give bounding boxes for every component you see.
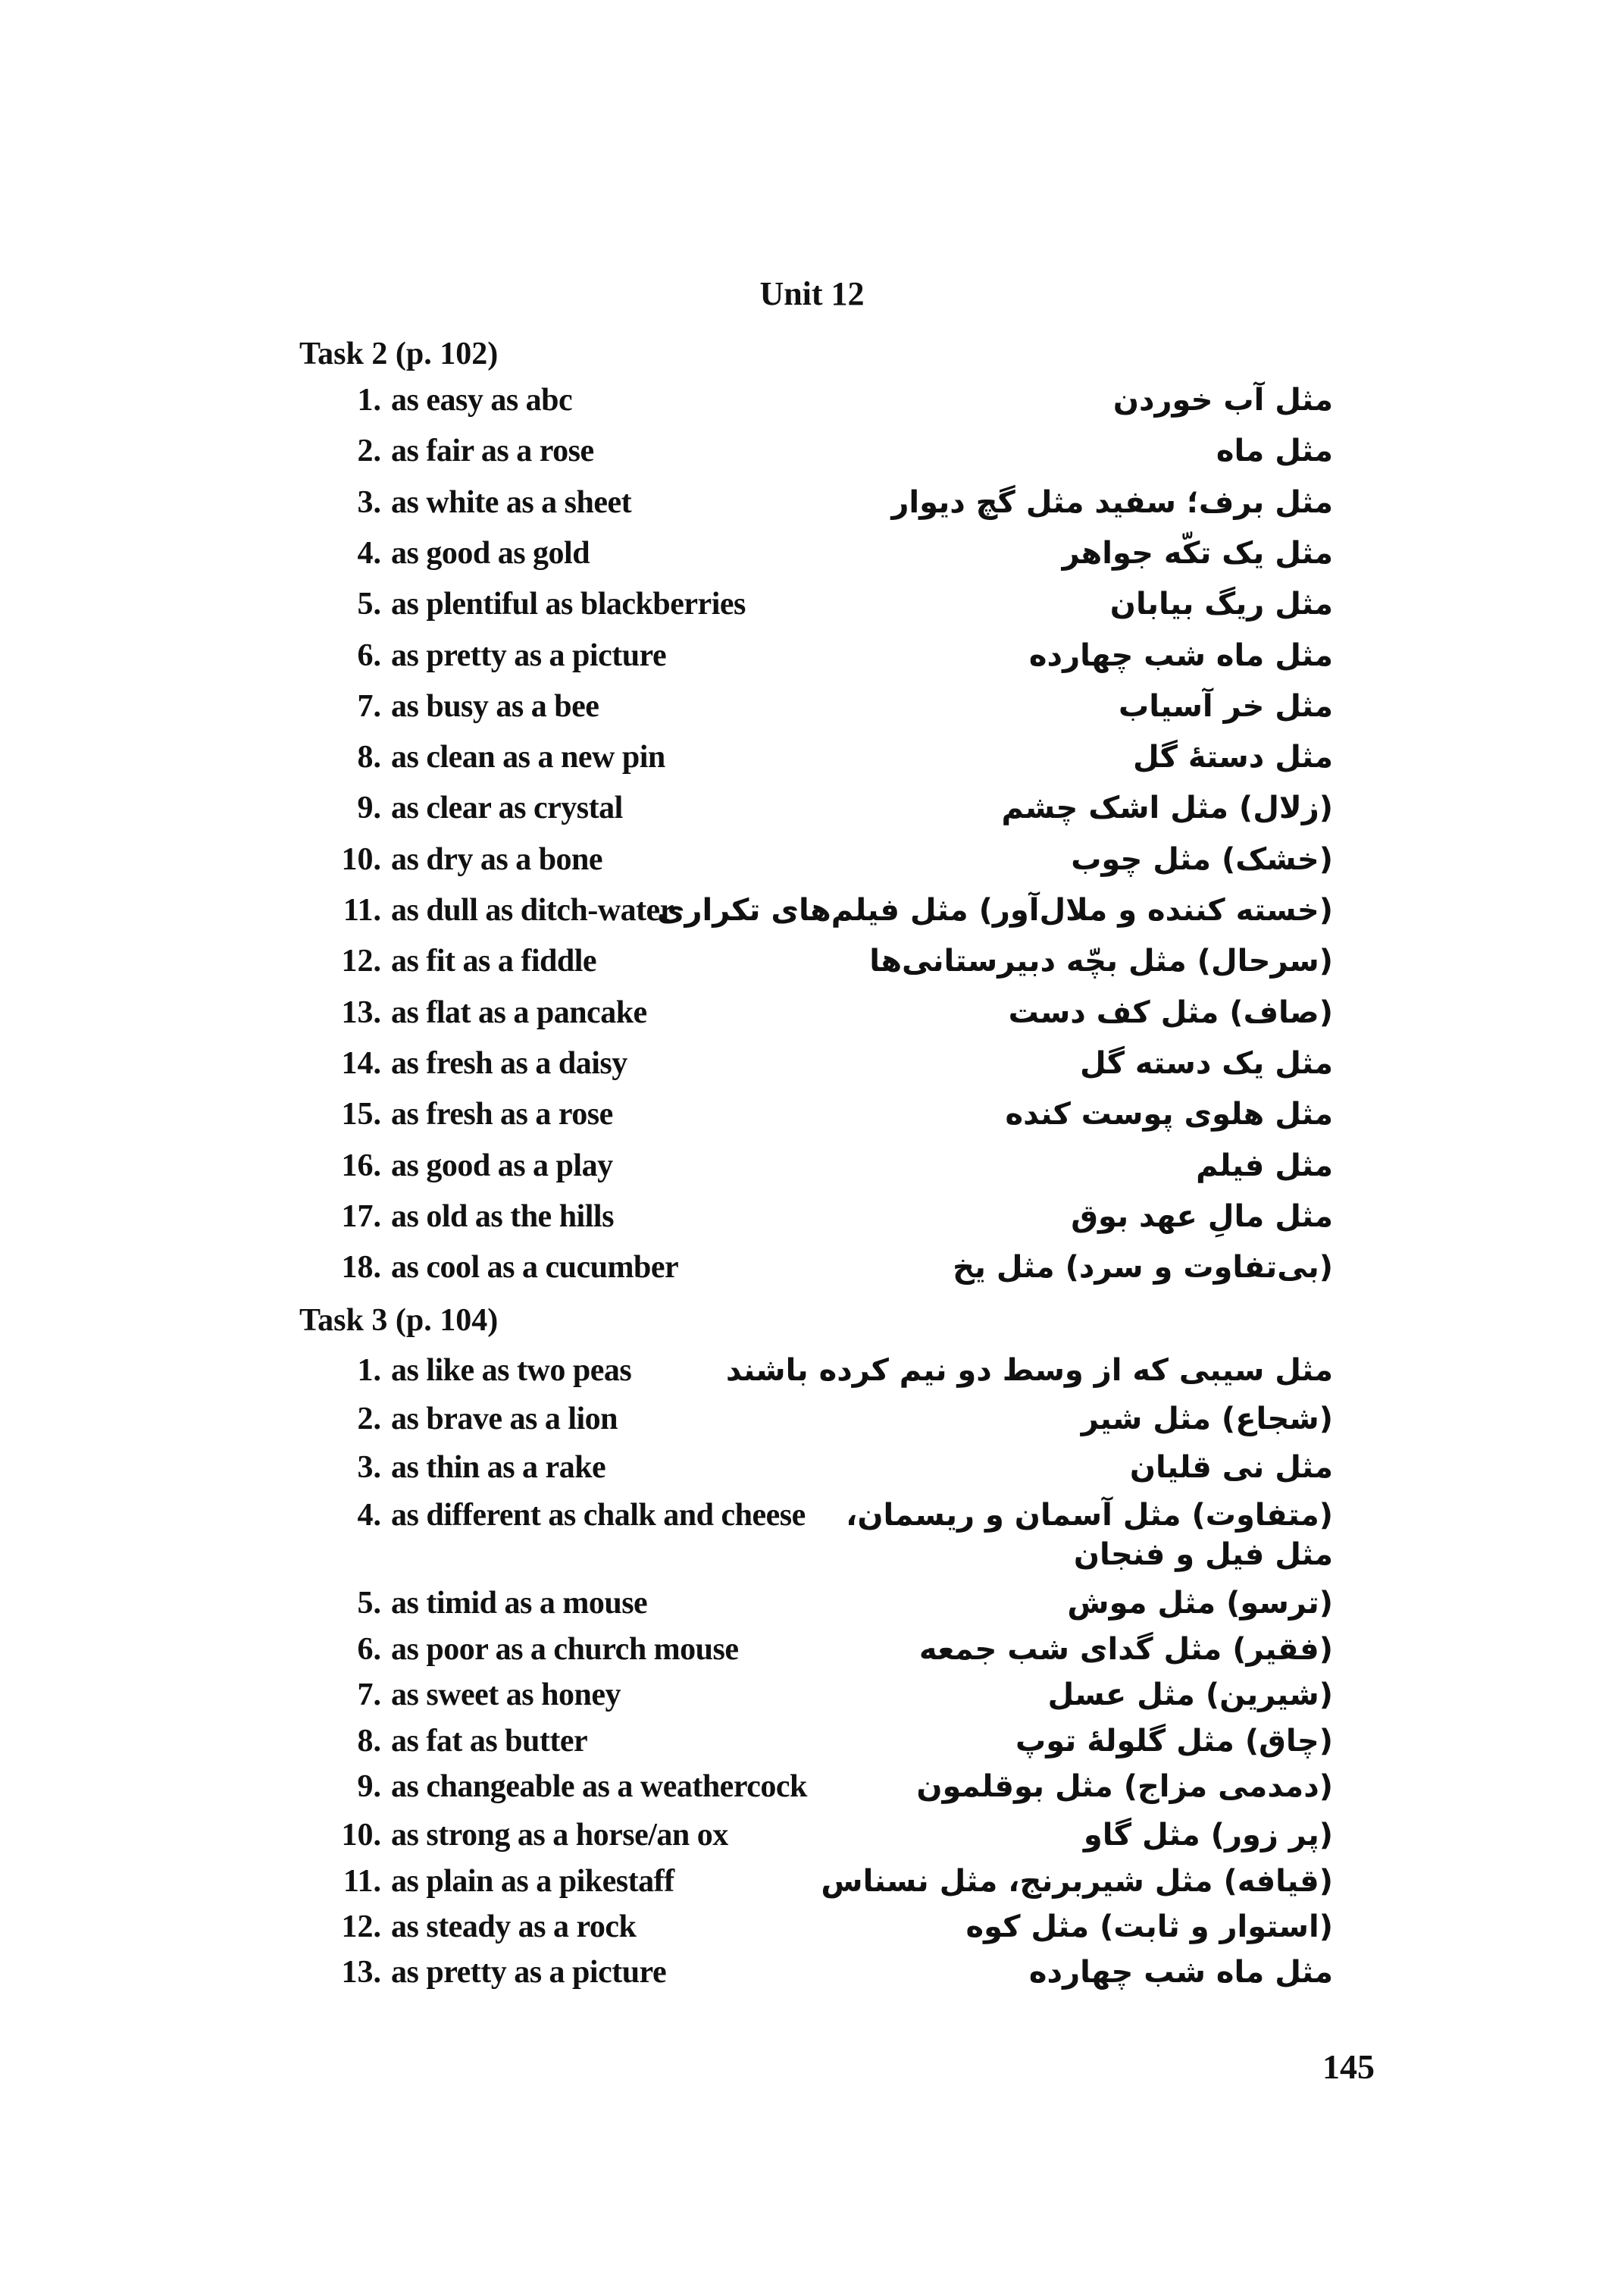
persian-translation: مثل نی قلیان <box>1129 1450 1333 1485</box>
persian-translation: (ترسو) مثل موش <box>1067 1586 1333 1621</box>
persian-translation: (شیرین) مثل عسل <box>1047 1677 1333 1712</box>
english-phrase: as fresh as a daisy <box>391 1045 627 1081</box>
item-number: 7. <box>357 688 381 724</box>
english-phrase: as easy as abc <box>391 383 573 418</box>
persian-translation: مثل یک تکّه جواهر <box>1062 535 1333 571</box>
item-number: 3. <box>357 1450 381 1485</box>
item-number: 7. <box>357 1677 381 1712</box>
persian-translation: مثل فیل و فنجان <box>1073 1537 1333 1572</box>
english-phrase: as busy as a bee <box>391 688 599 724</box>
item-number: 17. <box>341 1198 381 1234</box>
item-number: 13. <box>341 994 381 1030</box>
persian-translation: (متفاوت) مثل آسمان و ریسمان، <box>846 1498 1333 1533</box>
item-number: 5. <box>357 1586 381 1621</box>
english-phrase: as flat as a pancake <box>391 994 647 1030</box>
persian-translation: مثل خر آسیاب <box>1119 688 1333 724</box>
item-number: 9. <box>357 791 381 826</box>
persian-translation: مثل فیلم <box>1196 1148 1333 1183</box>
item-number: 5. <box>357 587 381 622</box>
persian-translation: مثل ماه شب چهارده <box>1028 1955 1333 1990</box>
item-number: 12. <box>341 1909 381 1944</box>
persian-translation: مثل آب خوردن <box>1112 383 1333 418</box>
english-phrase: as strong as a horse/an ox <box>391 1818 728 1853</box>
english-phrase: as like as two peas <box>391 1353 632 1388</box>
english-phrase: as dull as ditch-water <box>391 893 674 928</box>
persian-translation: (بی‌تفاوت و سرد) مثل یخ <box>953 1250 1333 1286</box>
item-number: 8. <box>357 1724 381 1759</box>
english-phrase: as white as a sheet <box>391 484 632 520</box>
persian-translation: مثل سیبی که از وسط دو نیم کرده باشند <box>725 1353 1333 1388</box>
english-phrase: as pretty as a picture <box>391 1955 667 1990</box>
english-phrase: as brave as a lion <box>391 1402 618 1436</box>
english-phrase: as fair as a rose <box>391 434 594 469</box>
persian-translation: مثل هلوی پوست کنده <box>1005 1097 1333 1132</box>
item-number: 16. <box>341 1148 381 1183</box>
persian-translation: (قیافه) مثل شیربرنج، مثل نسناس <box>821 1864 1333 1899</box>
item-number: 10. <box>341 841 381 877</box>
item-number: 1. <box>357 1353 381 1388</box>
persian-translation: (فقیر) مثل گدای شب جمعه <box>918 1632 1333 1667</box>
english-phrase: as good as a play <box>391 1148 613 1183</box>
item-number: 11. <box>343 893 381 928</box>
persian-translation: (پر زور) مثل گاو <box>1083 1818 1333 1853</box>
item-number: 10. <box>341 1818 381 1853</box>
english-phrase: as dry as a bone <box>391 841 603 877</box>
task2-heading: Task 2 (p. 102) <box>299 337 499 371</box>
item-number: 8. <box>357 740 381 775</box>
persian-translation: مثل ماه شب چهارده <box>1028 637 1333 673</box>
persian-translation: مثل ریگ بیابان <box>1109 587 1333 622</box>
english-phrase: as poor as a church mouse <box>391 1632 739 1667</box>
item-number: 6. <box>357 637 381 673</box>
persian-translation: (شجاع) مثل شیر <box>1081 1402 1333 1436</box>
persian-translation: مثل برف؛ سفید مثل گچ دیوار <box>891 484 1333 520</box>
unit-title: Unit 12 <box>759 275 865 312</box>
item-number: 14. <box>341 1045 381 1081</box>
persian-translation: مثل یک دسته گل <box>1080 1045 1333 1081</box>
item-number: 2. <box>357 1402 381 1436</box>
english-phrase: as plain as a pikestaff <box>391 1864 674 1899</box>
persian-translation: (خسته کننده و ملال‌آور) مثل فیلم‌های تکراری <box>656 893 1333 928</box>
persian-translation: (دمدمی مزاج) مثل بوقلمون <box>916 1769 1333 1804</box>
persian-translation: (زلال) مثل اشک چشم <box>1001 791 1333 826</box>
english-phrase: as pretty as a picture <box>391 637 667 673</box>
item-number: 9. <box>357 1769 381 1804</box>
english-phrase: as clear as crystal <box>391 791 623 826</box>
english-phrase: as clean as a new pin <box>391 740 665 775</box>
english-phrase: as fat as butter <box>391 1724 588 1759</box>
persian-translation: (چاق) مثل گلولهٔ توپ <box>1015 1724 1333 1759</box>
item-number: 4. <box>357 535 381 571</box>
item-number: 3. <box>357 484 381 520</box>
english-phrase: as thin as a rake <box>391 1450 606 1485</box>
page-number: 145 <box>1322 2047 1375 2086</box>
persian-translation: مثل مالِ عهد بوق <box>1071 1198 1333 1234</box>
english-phrase: as fit as a fiddle <box>391 944 597 979</box>
english-phrase: as good as gold <box>391 535 590 571</box>
english-phrase: as steady as a rock <box>391 1909 637 1944</box>
english-phrase: as fresh as a rose <box>391 1097 613 1132</box>
item-number: 18. <box>341 1250 381 1286</box>
persian-translation: مثل دستهٔ گل <box>1132 740 1333 775</box>
english-phrase: as sweet as honey <box>391 1677 621 1712</box>
english-phrase: as different as chalk and cheese <box>391 1498 806 1533</box>
persian-translation: (سرحال) مثل بچّه دبیرستانی‌ها <box>869 944 1333 979</box>
english-phrase: as cool as a cucumber <box>391 1250 679 1286</box>
item-number: 12. <box>341 944 381 979</box>
persian-translation: (صاف) مثل کف دست <box>1008 994 1333 1030</box>
english-phrase: as changeable as a weathercock <box>391 1769 807 1804</box>
english-phrase: as old as the hills <box>391 1198 614 1234</box>
english-phrase: as timid as a mouse <box>391 1586 648 1621</box>
item-number: 13. <box>341 1955 381 1990</box>
item-number: 15. <box>341 1097 381 1132</box>
persian-translation: (استوار و ثابت) مثل کوه <box>965 1909 1333 1944</box>
task3-heading: Task 3 (p. 104) <box>299 1303 499 1338</box>
item-number: 2. <box>357 434 381 469</box>
item-number: 6. <box>357 1632 381 1667</box>
item-number: 4. <box>357 1498 381 1533</box>
item-number: 1. <box>357 383 381 418</box>
item-number: 11. <box>343 1864 381 1899</box>
persian-translation: مثل ماه <box>1216 434 1333 469</box>
english-phrase: as plentiful as blackberries <box>391 587 746 622</box>
persian-translation: (خشک) مثل چوب <box>1071 841 1333 877</box>
